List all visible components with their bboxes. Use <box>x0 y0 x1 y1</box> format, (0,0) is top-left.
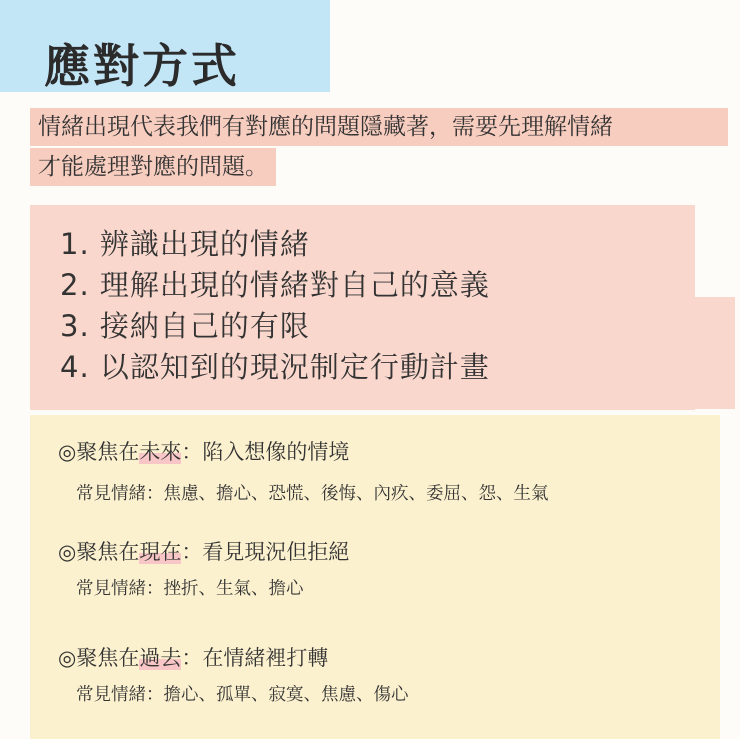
step-item: 4. 以認知到的現況制定行動計畫 <box>60 350 490 384</box>
focus-past-heading <box>58 642 328 672</box>
focus-prefix: ◎聚焦在 <box>58 646 140 670</box>
step-item: 2. 理解出現的情緒對自己的意義 <box>60 268 490 302</box>
focus-description: ：看見現況但拒絕 <box>181 540 350 564</box>
focus-time-label: 未來 <box>139 440 182 464</box>
focus-prefix: ◎聚焦在 <box>58 440 140 464</box>
focus-time-label: 現在 <box>139 540 182 564</box>
step-item: 1. 辨識出現的情緒 <box>60 227 310 261</box>
focus-description: ：陷入想像的情境 <box>181 440 350 464</box>
steps-highlight-tail <box>605 297 735 409</box>
intro-line-2: 才能處理對應的問題。 <box>30 148 276 186</box>
page-title: 應對方式 <box>44 39 240 93</box>
focus-description: ：在情緒裡打轉 <box>181 646 329 670</box>
focus-future-heading <box>58 436 349 466</box>
focus-present-heading <box>58 536 349 566</box>
focus-present-emotions: 常見情緒：挫折、生氣、擔心 <box>76 579 304 599</box>
steps-list <box>60 224 490 388</box>
focus-prefix: ◎聚焦在 <box>58 540 140 564</box>
focus-future-emotions: 常見情緒：焦慮、擔心、恐慌、後悔、內疚、委屈、怨、生氣 <box>76 484 549 504</box>
intro-line-1: 情緒出現代表我們有對應的問題隱藏著，需要先理解情緒 <box>30 108 728 146</box>
step-item: 3. 接納自己的有限 <box>60 309 310 343</box>
focus-time-label: 過去 <box>139 646 182 670</box>
focus-past-emotions: 常見情緒：擔心、孤單、寂寞、焦慮、傷心 <box>76 685 409 705</box>
